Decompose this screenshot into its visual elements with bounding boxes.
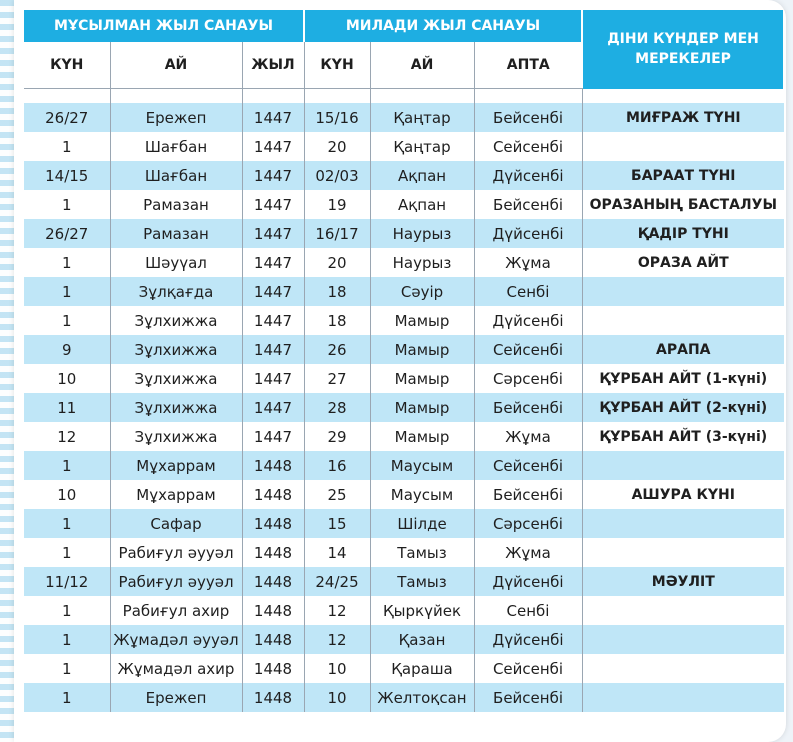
hijri-day-cell: 26/27 <box>24 219 110 248</box>
hijri-year-cell: 1447 <box>242 277 304 306</box>
gregorian-day-cell: 02/03 <box>304 161 370 190</box>
hijri-month-cell: Зұлхижжа <box>110 364 242 393</box>
gregorian-month-cell: Тамыз <box>370 567 474 596</box>
hijri-day-cell: 10 <box>24 364 110 393</box>
gregorian-day-cell: 15 <box>304 509 370 538</box>
gregorian-month-cell: Мамыр <box>370 364 474 393</box>
hijri-month-cell: Зұлхижжа <box>110 306 242 335</box>
gregorian-day-cell: 24/25 <box>304 567 370 596</box>
gregorian-month-cell: Қаңтар <box>370 103 474 132</box>
event-cell <box>582 683 784 712</box>
gregorian-month-cell: Мамыр <box>370 306 474 335</box>
event-cell: МИҒРАЖ ТҮНІ <box>582 103 784 132</box>
decorative-border <box>0 0 14 742</box>
weekday-cell: Дүйсенбі <box>474 625 582 654</box>
weekday-cell: Бейсенбі <box>474 480 582 509</box>
weekday-cell: Бейсенбі <box>474 190 582 219</box>
miladi-calendar-header: МИЛАДИ ЖЫЛ САНАУЫ <box>304 10 582 42</box>
gregorian-day-cell: 18 <box>304 306 370 335</box>
hijri-year-cell: 1447 <box>242 364 304 393</box>
hijri-day-cell: 1 <box>24 451 110 480</box>
table-row <box>24 596 784 625</box>
hijri-year-cell: 1448 <box>242 596 304 625</box>
hijri-month-cell: Зұлқағда <box>110 277 242 306</box>
hijri-day-cell: 1 <box>24 277 110 306</box>
hijri-year-cell: 1448 <box>242 654 304 683</box>
event-cell <box>582 306 784 335</box>
table-row <box>24 335 784 364</box>
table-row <box>24 306 784 335</box>
col-weekday: АПТА <box>474 42 582 89</box>
hijri-year-cell: 1448 <box>242 480 304 509</box>
hijri-day-cell: 10 <box>24 480 110 509</box>
hijri-year-cell: 1447 <box>242 219 304 248</box>
hijri-month-cell: Ережеп <box>110 683 242 712</box>
gregorian-day-cell: 14 <box>304 538 370 567</box>
weekday-cell: Сейсенбі <box>474 335 582 364</box>
gregorian-month-cell: Шілде <box>370 509 474 538</box>
table-row <box>24 277 784 306</box>
hijri-year-cell: 1447 <box>242 248 304 277</box>
col-gregorian-month: АЙ <box>370 42 474 89</box>
event-cell <box>582 277 784 306</box>
hijri-year-cell: 1447 <box>242 306 304 335</box>
gregorian-month-cell: Қазан <box>370 625 474 654</box>
event-cell <box>582 538 784 567</box>
hijri-day-cell: 1 <box>24 190 110 219</box>
hijri-day-cell: 1 <box>24 132 110 161</box>
table-row <box>24 451 784 480</box>
hijri-year-cell: 1448 <box>242 625 304 654</box>
col-hijri-month: АЙ <box>110 42 242 89</box>
col-hijri-day: КҮН <box>24 42 110 89</box>
hijri-year-cell: 1447 <box>242 393 304 422</box>
weekday-cell: Жұма <box>474 422 582 451</box>
gregorian-day-cell: 28 <box>304 393 370 422</box>
spacer-row <box>24 89 784 104</box>
table-row <box>24 364 784 393</box>
hijri-month-cell: Шағбан <box>110 132 242 161</box>
weekday-cell: Дүйсенбі <box>474 567 582 596</box>
event-cell: АРАПА <box>582 335 784 364</box>
weekday-cell: Бейсенбі <box>474 393 582 422</box>
weekday-cell: Дүйсенбі <box>474 219 582 248</box>
hijri-month-cell: Рабиғул әууәл <box>110 567 242 596</box>
hijri-day-cell: 12 <box>24 422 110 451</box>
religious-calendar-table <box>24 10 785 712</box>
weekday-cell: Сейсенбі <box>474 654 582 683</box>
gregorian-day-cell: 18 <box>304 277 370 306</box>
gregorian-day-cell: 20 <box>304 248 370 277</box>
hijri-year-cell: 1448 <box>242 567 304 596</box>
table-row <box>24 422 784 451</box>
weekday-cell: Сенбі <box>474 596 582 625</box>
weekday-cell: Бейсенбі <box>474 683 582 712</box>
col-gregorian-day: КҮН <box>304 42 370 89</box>
weekday-cell: Дүйсенбі <box>474 306 582 335</box>
hijri-month-cell: Зұлхижжа <box>110 422 242 451</box>
gregorian-day-cell: 29 <box>304 422 370 451</box>
weekday-cell: Сейсенбі <box>474 132 582 161</box>
gregorian-month-cell: Наурыз <box>370 248 474 277</box>
hijri-day-cell: 1 <box>24 306 110 335</box>
hijri-day-cell: 1 <box>24 248 110 277</box>
hijri-month-cell: Жұмадәл ахир <box>110 654 242 683</box>
hijri-day-cell: 26/27 <box>24 103 110 132</box>
hijri-year-cell: 1447 <box>242 335 304 364</box>
hijri-month-cell: Рабиғул әууәл <box>110 538 242 567</box>
hijri-year-cell: 1448 <box>242 509 304 538</box>
weekday-cell: Дүйсенбі <box>474 161 582 190</box>
event-cell: ОРАЗАНЫҢ БАСТАЛУЫ <box>582 190 784 219</box>
hijri-month-cell: Рамазан <box>110 219 242 248</box>
hijri-year-cell: 1447 <box>242 161 304 190</box>
event-cell: БАРААТ ТҮНІ <box>582 161 784 190</box>
gregorian-day-cell: 15/16 <box>304 103 370 132</box>
hijri-day-cell: 1 <box>24 509 110 538</box>
event-cell: ОРАЗА АЙТ <box>582 248 784 277</box>
hijri-day-cell: 11 <box>24 393 110 422</box>
hijri-day-cell: 11/12 <box>24 567 110 596</box>
hijri-month-cell: Рабиғул ахир <box>110 596 242 625</box>
gregorian-month-cell: Желтоқсан <box>370 683 474 712</box>
hijri-month-cell: Зұлхижжа <box>110 393 242 422</box>
hijri-year-cell: 1447 <box>242 422 304 451</box>
table-row <box>24 161 784 190</box>
gregorian-day-cell: 27 <box>304 364 370 393</box>
weekday-cell: Бейсенбі <box>474 103 582 132</box>
hijri-month-cell: Мұхаррам <box>110 480 242 509</box>
col-hijri-year: ЖЫЛ <box>242 42 304 89</box>
event-cell: ҚҰРБАН АЙТ (3-күні) <box>582 422 784 451</box>
gregorian-day-cell: 12 <box>304 625 370 654</box>
event-cell: МӘУЛІТ <box>582 567 784 596</box>
weekday-cell: Жұма <box>474 248 582 277</box>
table-row <box>24 625 784 654</box>
event-cell: АШУРА КҮНІ <box>582 480 784 509</box>
table-row <box>24 538 784 567</box>
hijri-month-cell: Зұлхижжа <box>110 335 242 364</box>
hijri-month-cell: Ережеп <box>110 103 242 132</box>
calendar-card <box>14 0 786 742</box>
hijri-month-cell: Мұхаррам <box>110 451 242 480</box>
gregorian-day-cell: 25 <box>304 480 370 509</box>
gregorian-day-cell: 10 <box>304 654 370 683</box>
hijri-year-cell: 1447 <box>242 132 304 161</box>
weekday-cell: Жұма <box>474 538 582 567</box>
hijri-year-cell: 1447 <box>242 103 304 132</box>
gregorian-month-cell: Мамыр <box>370 422 474 451</box>
table-row <box>24 132 784 161</box>
gregorian-month-cell: Қаңтар <box>370 132 474 161</box>
event-cell <box>582 625 784 654</box>
event-cell <box>582 596 784 625</box>
event-cell <box>582 132 784 161</box>
table-row <box>24 393 784 422</box>
event-cell: ҚҰРБАН АЙТ (1-күні) <box>582 364 784 393</box>
gregorian-day-cell: 20 <box>304 132 370 161</box>
gregorian-month-cell: Маусым <box>370 451 474 480</box>
hijri-day-cell: 1 <box>24 683 110 712</box>
hijri-day-cell: 1 <box>24 654 110 683</box>
gregorian-day-cell: 12 <box>304 596 370 625</box>
muslim-calendar-header: МҰСЫЛМАН ЖЫЛ САНАУЫ <box>24 10 304 42</box>
table-row <box>24 219 784 248</box>
table-row <box>24 480 784 509</box>
gregorian-day-cell: 16/17 <box>304 219 370 248</box>
gregorian-day-cell: 26 <box>304 335 370 364</box>
hijri-month-cell: Рамазан <box>110 190 242 219</box>
hijri-month-cell: Шәуүал <box>110 248 242 277</box>
hijri-year-cell: 1448 <box>242 683 304 712</box>
gregorian-month-cell: Тамыз <box>370 538 474 567</box>
gregorian-month-cell: Мамыр <box>370 335 474 364</box>
gregorian-month-cell: Сәуір <box>370 277 474 306</box>
hijri-year-cell: 1447 <box>242 190 304 219</box>
table-row <box>24 567 784 596</box>
gregorian-month-cell: Қараша <box>370 654 474 683</box>
gregorian-month-cell: Наурыз <box>370 219 474 248</box>
gregorian-month-cell: Қыркүйек <box>370 596 474 625</box>
event-cell: ҚАДІР ТҮНІ <box>582 219 784 248</box>
event-cell <box>582 654 784 683</box>
religious-days-header: ДІНИ КҮНДЕР МЕН МЕРЕКЕЛЕР <box>582 10 784 89</box>
hijri-year-cell: 1448 <box>242 451 304 480</box>
table-row <box>24 248 784 277</box>
event-cell: ҚҰРБАН АЙТ (2-күні) <box>582 393 784 422</box>
gregorian-month-cell: Ақпан <box>370 161 474 190</box>
weekday-cell: Сейсенбі <box>474 451 582 480</box>
weekday-cell: Сәрсенбі <box>474 509 582 538</box>
gregorian-month-cell: Мамыр <box>370 393 474 422</box>
hijri-month-cell: Жұмадәл әууәл <box>110 625 242 654</box>
hijri-month-cell: Шағбан <box>110 161 242 190</box>
hijri-day-cell: 9 <box>24 335 110 364</box>
table-row <box>24 103 784 132</box>
hijri-day-cell: 1 <box>24 538 110 567</box>
weekday-cell: Сенбі <box>474 277 582 306</box>
gregorian-month-cell: Ақпан <box>370 190 474 219</box>
table-row <box>24 654 784 683</box>
gregorian-month-cell: Маусым <box>370 480 474 509</box>
hijri-day-cell: 1 <box>24 625 110 654</box>
hijri-day-cell: 1 <box>24 596 110 625</box>
table-row <box>24 190 784 219</box>
event-cell <box>582 451 784 480</box>
gregorian-day-cell: 16 <box>304 451 370 480</box>
weekday-cell: Сәрсенбі <box>474 364 582 393</box>
table-row <box>24 509 784 538</box>
table-row <box>24 683 784 712</box>
gregorian-day-cell: 10 <box>304 683 370 712</box>
hijri-day-cell: 14/15 <box>24 161 110 190</box>
gregorian-day-cell: 19 <box>304 190 370 219</box>
hijri-year-cell: 1448 <box>242 538 304 567</box>
event-cell <box>582 509 784 538</box>
hijri-month-cell: Сафар <box>110 509 242 538</box>
